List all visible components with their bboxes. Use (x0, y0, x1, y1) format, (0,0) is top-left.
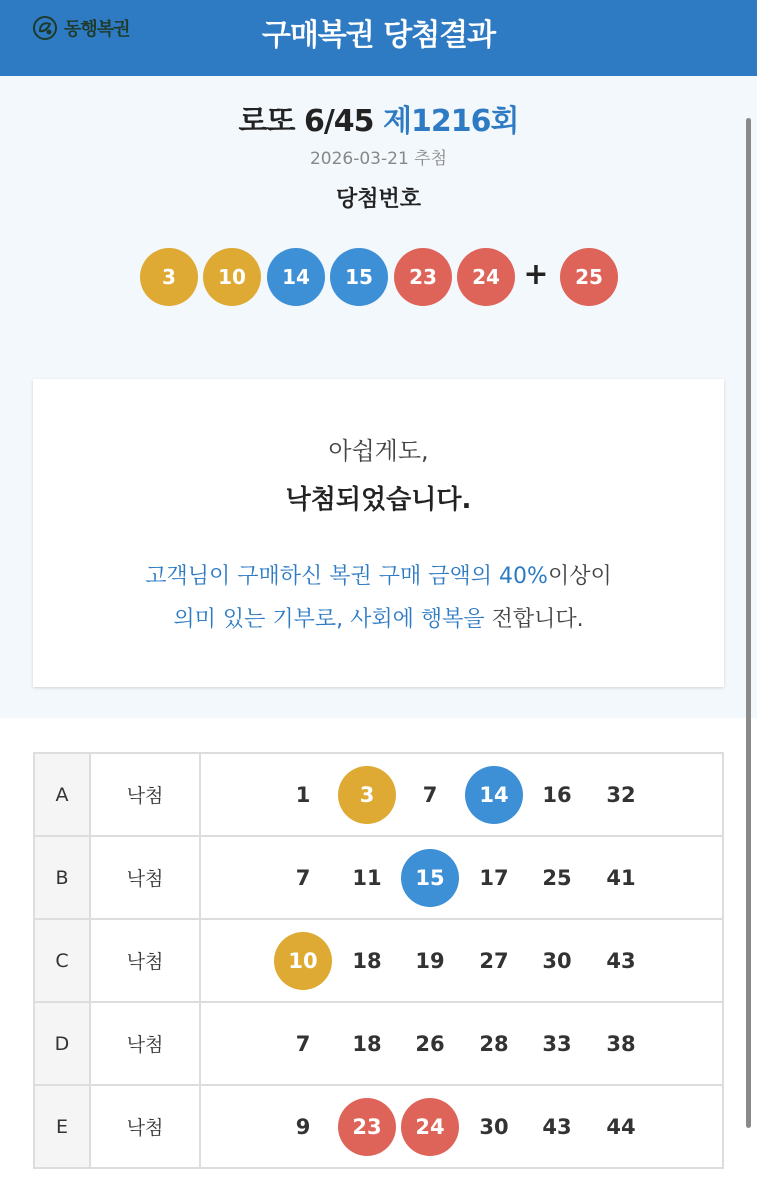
ticket-number: 18 (352, 1032, 382, 1056)
winning-ball: 15 (330, 248, 388, 306)
app-header (0, 0, 757, 76)
ticket-numbers (200, 1002, 723, 1085)
donation-message-line2 (33, 602, 724, 633)
ticket-number: 44 (606, 1115, 636, 1139)
donation-rest-1: 이상이 (547, 564, 612, 589)
draw-title (0, 96, 757, 140)
winning-ball: 10 (203, 248, 261, 306)
result-card (33, 379, 724, 687)
round-number: 제1216회 (382, 104, 519, 139)
ticket-number: 17 (479, 866, 509, 890)
ticket-number: 9 (295, 1115, 311, 1139)
page-title: 구매복권 당첨결과 (261, 18, 496, 53)
ticket-numbers (200, 1085, 723, 1168)
draw-section (0, 76, 757, 718)
ticket-row (34, 836, 723, 919)
ticket-number: 16 (542, 783, 572, 807)
ticket-number: 32 (606, 783, 636, 807)
ticket-number: 11 (352, 866, 382, 890)
ticket-numbers (200, 836, 723, 919)
donation-rest-2: 전합니다. (484, 607, 584, 632)
ticket-number: 25 (542, 866, 572, 890)
winning-ball: 24 (457, 248, 515, 306)
matched-number-ball: 3 (338, 766, 396, 824)
result-message-line2: 낙첨되었습니다. (285, 485, 472, 515)
logo-text: 동행복권 (64, 19, 130, 40)
draw-date: 2026-03-21 추첨 (309, 149, 448, 169)
result-message-line1: 아쉽게도, (328, 437, 429, 465)
ticket-letter: D (34, 1002, 90, 1085)
winning-ball: 23 (394, 248, 452, 306)
ticket-number: 1 (295, 783, 311, 807)
ticket-table (33, 752, 724, 1169)
game-name: 로또 6/45 (238, 104, 374, 139)
donation-message-line1 (33, 559, 724, 590)
matched-number-ball: 15 (401, 849, 459, 907)
ticket-number: 30 (542, 949, 572, 973)
ticket-number: 7 (295, 866, 311, 890)
ticket-number: 41 (606, 866, 636, 890)
ticket-letter: A (34, 753, 90, 836)
ticket-number: 7 (422, 783, 438, 807)
ticket-number: 30 (479, 1115, 509, 1139)
matched-number-ball: 24 (401, 1098, 459, 1156)
ticket-numbers (200, 753, 723, 836)
ticket-status: 낙첨 (90, 1002, 200, 1085)
ticket-letter: E (34, 1085, 90, 1168)
ticket-status: 낙첨 (90, 836, 200, 919)
ticket-numbers (200, 919, 723, 1002)
ticket-row (34, 1085, 723, 1168)
matched-number-ball: 10 (274, 932, 332, 990)
ticket-number: 33 (542, 1032, 572, 1056)
ticket-letter: B (34, 836, 90, 919)
winning-ball: 3 (140, 248, 198, 306)
donation-highlight-2: 의미 있는 기부로, 사회에 행복을 (173, 607, 485, 632)
ticket-row (34, 1002, 723, 1085)
matched-number-ball: 14 (465, 766, 523, 824)
ticket-status: 낙첨 (90, 919, 200, 1002)
ticket-number: 28 (479, 1032, 509, 1056)
ticket-number: 43 (542, 1115, 572, 1139)
ticket-letter: C (34, 919, 90, 1002)
ticket-status: 낙첨 (90, 753, 200, 836)
plus-sign: + (523, 257, 549, 292)
ticket-number: 38 (606, 1032, 636, 1056)
donation-highlight-1: 고객님이 구매하신 복권 구매 금액의 40% (145, 564, 548, 589)
scrollbar[interactable] (746, 118, 751, 1128)
bonus-ball: 25 (560, 248, 618, 306)
ticket-number: 43 (606, 949, 636, 973)
ticket-row (34, 919, 723, 1002)
matched-number-ball: 23 (338, 1098, 396, 1156)
ticket-number: 19 (415, 949, 445, 973)
ticket-status: 낙첨 (90, 1085, 200, 1168)
ticket-row (34, 753, 723, 836)
ticket-number: 18 (352, 949, 382, 973)
ticket-number: 7 (295, 1032, 311, 1056)
winning-numbers-label: 당첨번호 (335, 187, 421, 212)
ticket-number: 27 (479, 949, 509, 973)
ticket-number: 26 (415, 1032, 445, 1056)
winning-ball: 14 (267, 248, 325, 306)
